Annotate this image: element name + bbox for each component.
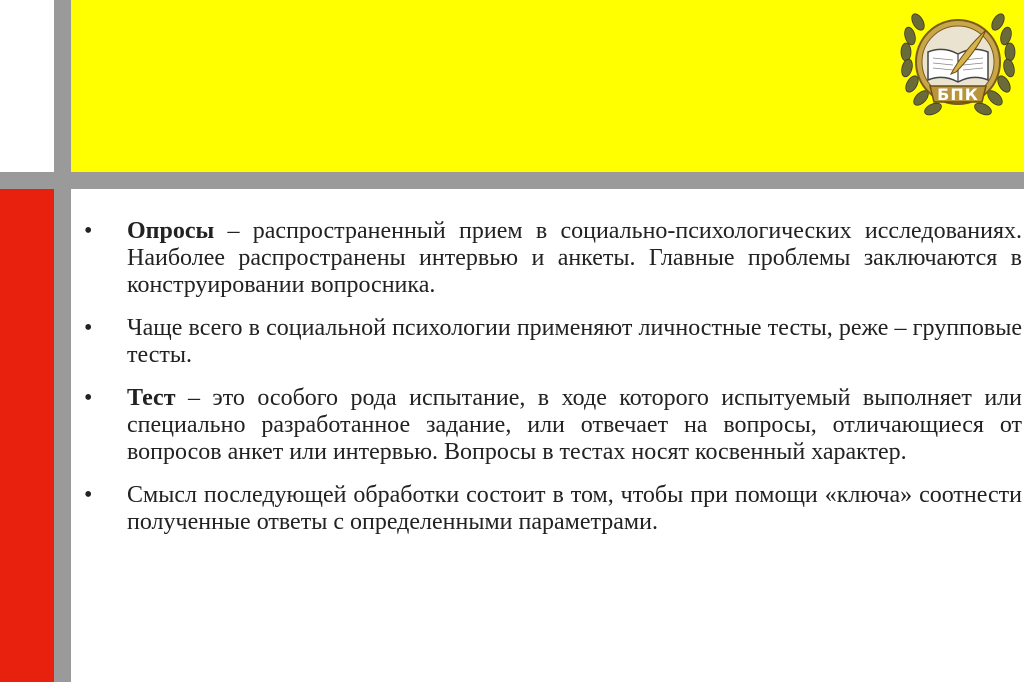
top-left-corner-block (0, 0, 54, 172)
open-book-quill-laurel-emblem-icon (896, 2, 1020, 128)
bullet-item-personality-tests (84, 315, 1022, 369)
gray-horizontal-bar (0, 172, 1024, 189)
bullet-marker: • (84, 315, 93, 341)
bullet-item-test-definition (84, 385, 1022, 466)
bullet-term: Тест (127, 385, 176, 411)
bullet-text: Смысл последующей обработки состоит в том, чтобы при помощи «ключа» соотнести полученные ответы с определенными параметрами. (127, 482, 1022, 535)
logo-text: БПК (937, 85, 979, 104)
bullet-text: – это особого рода испытание, в ходе которого испытуемый выполняет или специально разработанное задание, или отвечает на вопросы, отличающиеся от вопросов анкет или интервью. Вопросы в тестах носят косвенный характер. (127, 385, 1022, 465)
bullet-term: Опросы (127, 218, 215, 244)
bpk-logo (896, 2, 1020, 128)
bullet-marker: • (84, 482, 93, 508)
bullet-marker: • (84, 218, 93, 244)
gray-vertical-bar-top (54, 0, 71, 172)
bullet-item-processing (84, 482, 1022, 536)
gray-vertical-bar-bottom (54, 189, 71, 682)
bullet-list (84, 218, 1022, 552)
red-side-column (0, 189, 54, 682)
bullet-marker: • (84, 385, 93, 411)
bullet-text: Чаще всего в социальной психологии применяют личностные тесты, реже – групповые тесты. (127, 315, 1022, 368)
yellow-header-band (71, 0, 1024, 172)
bullet-text: – распространенный прием в социально-психологических исследованиях. Наиболее распространены интервью и анкеты. Главные проблемы заключаются в конструировании вопросника. (127, 218, 1022, 298)
bullet-item-surveys (84, 218, 1022, 299)
